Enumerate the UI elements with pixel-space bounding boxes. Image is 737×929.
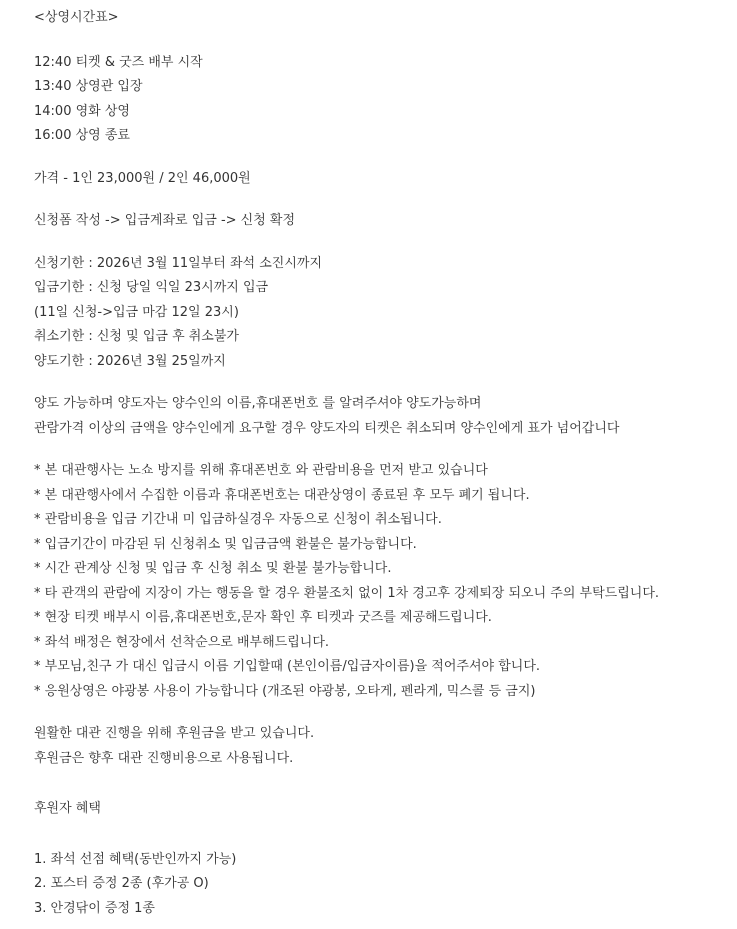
schedule-title: <상영시간표> [34,10,119,25]
deadline-line: 양도기한 : 2026년 3월 25일까지 [34,353,226,369]
transfer-line: 관람가격 이상의 금액을 양수인에게 요구할 경우 양도자의 티켓은 취소되며 양수인에게 표가 넘어갑니다 [34,420,620,436]
notice-line: * 부모님,친구 가 대신 입금시 이름 기입할때 (본인이름/입금자이름)을 적어주셔야 합니다. [34,659,541,674]
schedule-line: 16:00 상영 종료 [34,128,130,143]
process-line: 신청폼 작성 -> 입금계좌로 입금 -> 신청 확정 [34,213,296,228]
deadline-line: (11일 신청->입금 마감 12일 23시) [34,304,239,320]
schedule-line: 14:00 영화 상영 [34,103,130,119]
notice-line: * 본 대관행사는 노쇼 방지를 위해 휴대폰번호 와 관람비용을 먼저 받고 있습니다 [34,463,488,478]
notice-line: * 본 대관행사에서 수집한 이름과 휴대폰번호는 대관상영이 종료된 후 모두 폐기 됩니다. [34,487,530,503]
notices-section [34,459,724,704]
benefit-line: 3. 안경닦이 증정 1종 [34,900,155,916]
notice-line: * 좌석 배정은 현장에서 선착순으로 배부해드립니다. [34,634,330,650]
deadline-line: 입금기한 : 신청 당일 익일 23시까지 입금 [34,280,269,295]
deadlines-section [34,252,724,375]
schedule-line: 12:40 티켓 & 굿즈 배부 시작 [34,54,203,70]
benefit-line: 1. 좌석 선점 혜택(동반인까지 가능) [34,851,237,867]
notice-line: * 시간 관계상 신청 및 입금 후 신청 취소 및 환불 불가능합니다. [34,561,392,576]
notice-line: * 현장 티켓 배부시 이름,휴대폰번호,문자 확인 후 티켓과 굿즈를 제공해드립니다. [34,610,492,625]
transfer-line: 양도 가능하며 양도자는 양수인의 이름,휴대폰번호 를 알려주셔야 양도가능하며 [34,396,482,411]
notice-line: * 타 관객의 관람에 지장이 가는 행동을 할 경우 환불조치 없이 1차 경고후 강제퇴장 되오니 주의 부탁드립니다. [34,585,660,601]
deadline-line: 신청기한 : 2026년 3월 11일부터 좌석 소진시까지 [34,255,322,271]
benefit-line: 2. 포스터 증정 2종 (후가공 O) [34,876,209,891]
schedule-section [34,51,724,149]
schedule-line: 13:40 상영관 입장 [34,79,143,94]
deadline-line: 취소기한 : 신청 및 입금 후 취소불가 [34,329,239,344]
benefits-section [34,848,724,922]
price-line: 가격 - 1인 23,000원 / 2인 46,000원 [34,170,251,186]
sponsorship-line: 원활한 대관 진행을 위해 후원금을 받고 있습니다. [34,726,315,741]
sponsorship-line: 후원금은 향후 대관 진행비용으로 사용됩니다. [34,750,294,766]
sponsorship-section [34,722,724,771]
benefits-title: 후원자 혜택 [34,801,101,816]
document-body [34,10,724,921]
notice-line: * 입금기간이 마감된 뒤 신청취소 및 입금금액 환불은 불가능합니다. [34,536,417,552]
transfer-section [34,392,724,441]
notice-line: * 관람비용을 입금 기간내 미 입금하실경우 자동으로 신청이 취소됩니다. [34,512,442,527]
notice-line: * 응원상영은 야광봉 사용이 가능합니다 (개조된 야광봉, 오타게, 펜라게, 믹스콜 등 금지) [34,683,536,699]
